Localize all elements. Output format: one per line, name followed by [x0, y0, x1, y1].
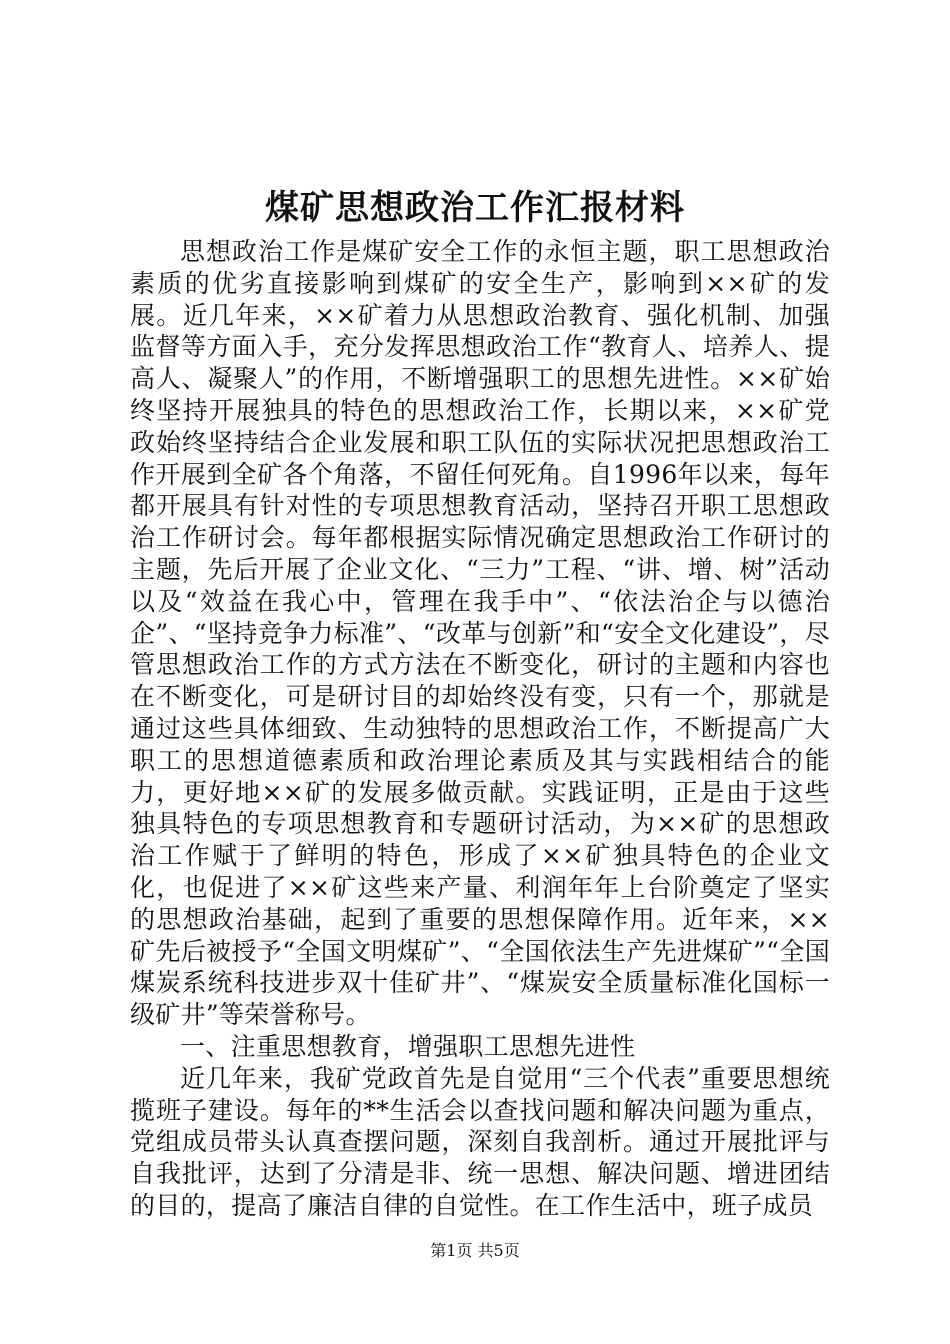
paragraph-intro: 思想政治工作是煤矿安全工作的永恒主题，职工思想政治素质的优劣直接影响到煤矿的安全生产，影响到××矿的发展。近几年来，××矿着力从思想政治教育、强化机制、加强监督等方面入手，充分发挥思想政治工作“教育人、培养人、提高人、凝聚人”的作用，不断增强职工的思想先进性。××矿始终坚持开展独具的特色的思想政治工作，长期以来，××矿党政始终坚持结合企业发展和职工队伍的实际状况把思想政治工作开展到全矿各个角落，不留任何死角。自1996年以来，每年都开展具有针对性的专项思想教育活动，坚持召开职工思想政治工作研讨会。每年都根据实际情况确定思想政治工作研讨的主题，先后开展了企业文化、“三力”工程、“讲、增、树”活动以及“效益在我心中，管理在我手中”、“依法治企与以德治企”、“坚持竞争力标准”、“改革与创新”和“安全文化建设”，尽管思想政治工作的方式方法在不断变化，研讨的主题和内容也在不断变化，可是研讨目的却始终没有变，只有一个，那就是通过这些具体细致、生动独特的思想政治工作，不断提高广大职工的思想道德素质和政治理论素质及其与实践相结合的能力，更好地××矿的发展多做贡献。实践证明，正是由于这些独具特色的专项思想教育和专题研讨活动，为××矿的思想政治工作赋于了鲜明的特色，形成了××矿独具特色的企业文化，也促进了××矿这些来产量、利润年年上台阶奠定了坚实的思想政治基础，起到了重要的思想保障作用。近年来，××矿先后被授予“全国文明煤矿”、“全国依法生产先进煤矿”“全国煤炭系统科技进步双十佳矿井”、“煤炭安全质量标准化国标一级矿井”等荣誉称号。 — [130, 237, 830, 1030]
section-heading-1: 一、注重思想教育，增强职工思想先进性 — [180, 1031, 636, 1061]
document-title: 煤矿思想政治工作汇报材料 — [265, 188, 685, 228]
paragraph-section-1: 近几年来，我矿党政首先是自觉用“三个代表”重要思想统揽班子建设。每年的**生活会以查找问题和解决问题为重点，党组成员带头认真查摆问题，深刻自我剖析。通过开展批评与自我批评，达到了分清是非、统一思想、解决问题、增进团结的目的，提高了廉洁自律的自觉性。在工作生活中，班子成员 — [130, 1063, 830, 1220]
document-body — [130, 236, 830, 1222]
page-footer: 第1页 共5页 — [430, 1241, 520, 1260]
